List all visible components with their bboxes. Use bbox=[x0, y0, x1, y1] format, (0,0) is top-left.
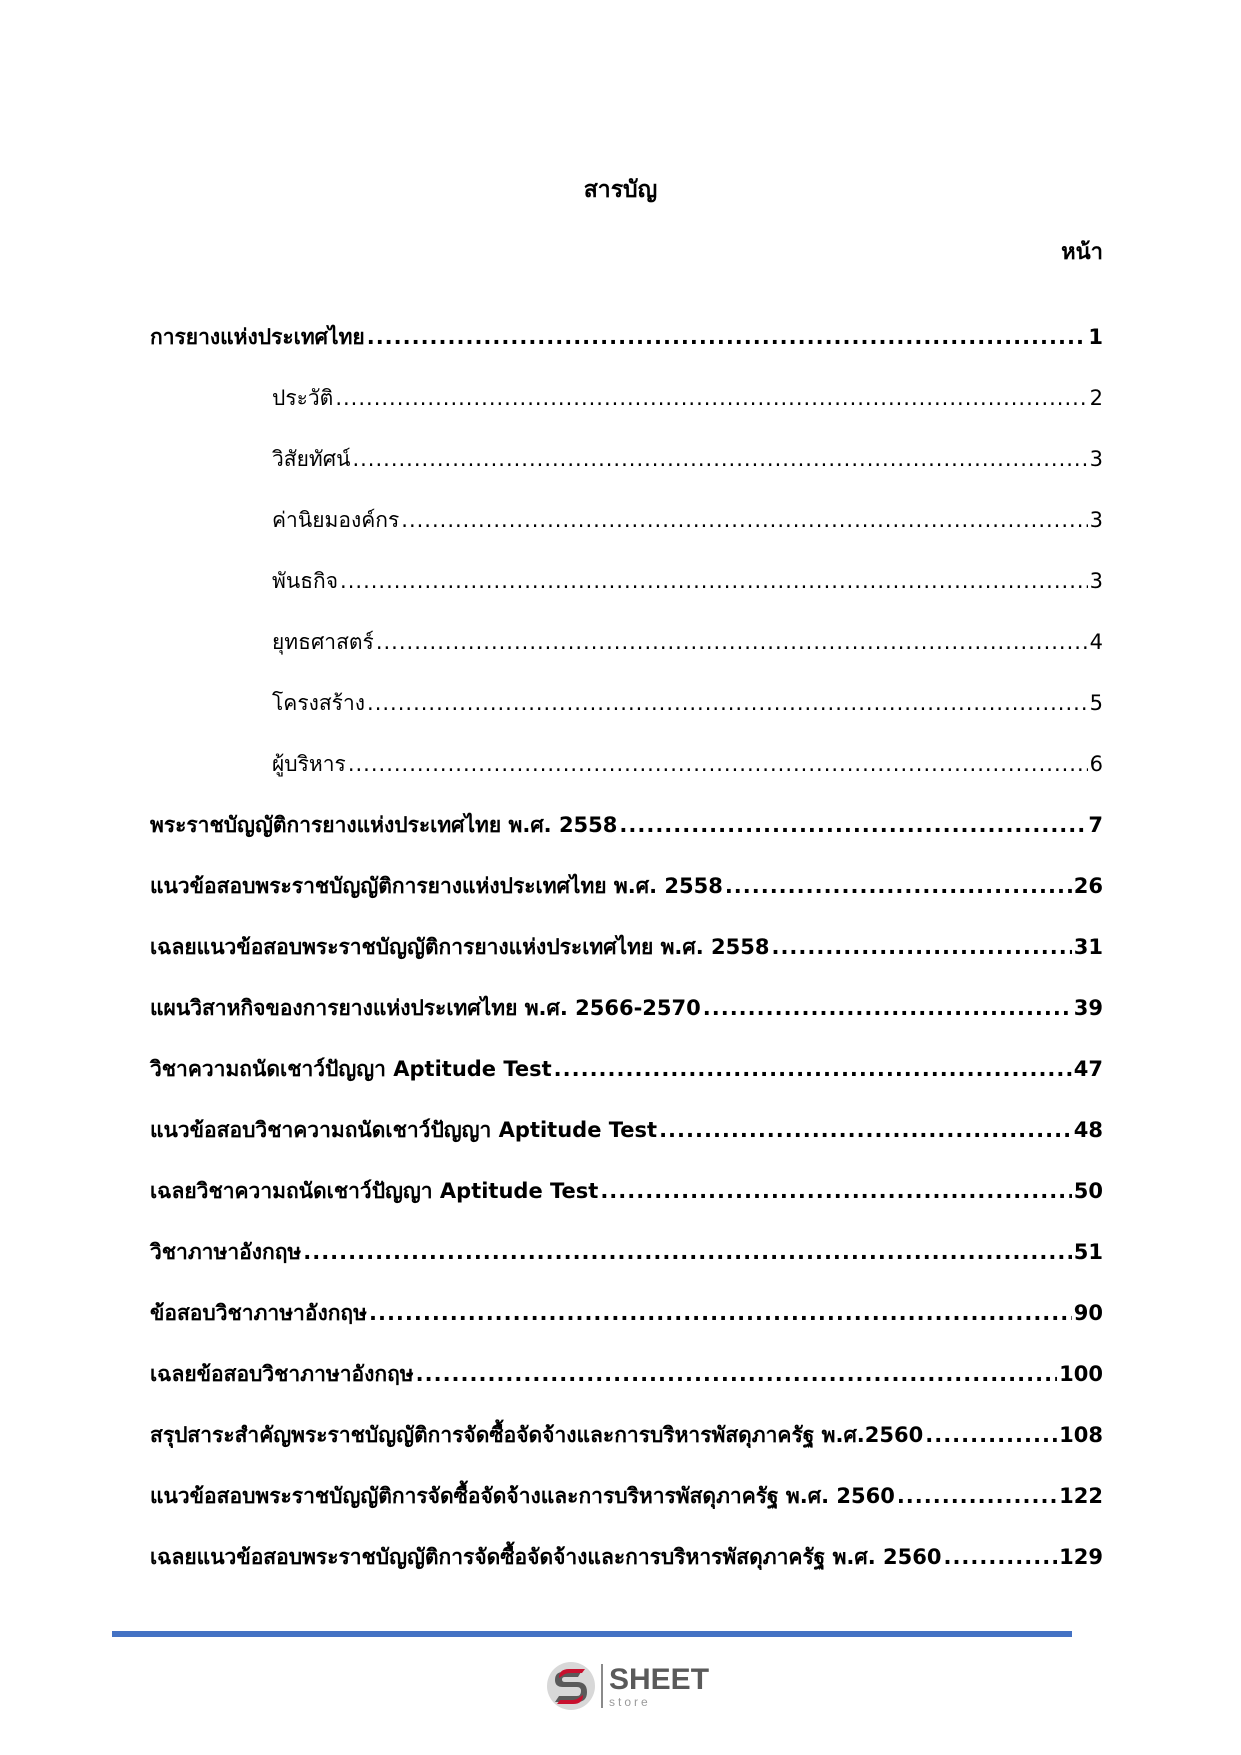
toc-entry-label: การยางแห่งประเทศไทย bbox=[150, 325, 365, 349]
logo-text bbox=[609, 1662, 710, 1709]
toc-dot-leader bbox=[554, 1055, 1072, 1083]
footer-logo bbox=[545, 1658, 709, 1714]
toc-entry-label: ประวัติ bbox=[272, 386, 334, 410]
toc-dot-leader bbox=[943, 1543, 1057, 1571]
toc-entry-label: พันธกิจ bbox=[272, 569, 339, 593]
logo-sub: store bbox=[609, 1694, 651, 1709]
toc-entry-label: เฉลยข้อสอบวิชาภาษาอังกฤษ bbox=[150, 1362, 414, 1386]
toc-dot-leader bbox=[340, 567, 1088, 595]
toc-dot-leader bbox=[600, 1177, 1071, 1205]
toc-entry-page: 47 bbox=[1073, 1057, 1103, 1081]
toc-entry bbox=[150, 1022, 1103, 1083]
toc-entry bbox=[150, 351, 1103, 412]
toc-entry bbox=[150, 1266, 1103, 1327]
toc-entry-label: แนวข้อสอบพระราชบัญญัติการจัดซื้อจัดจ้างและการบริหารพัสดุภาครัฐ พ.ศ. 2560 bbox=[150, 1484, 895, 1508]
toc-entry-label: แนวข้อสอบพระราชบัญญัติการยางแห่งประเทศไทย พ.ศ. 2558 bbox=[150, 874, 723, 898]
toc-entry bbox=[150, 412, 1103, 473]
toc-entry-label: ผู้บริหาร bbox=[272, 752, 346, 776]
toc-entry bbox=[150, 595, 1103, 656]
toc-entry-page: 122 bbox=[1059, 1484, 1103, 1508]
toc-entry-page: 7 bbox=[1088, 813, 1103, 837]
toc-entry bbox=[150, 656, 1103, 717]
logo-divider bbox=[601, 1664, 603, 1708]
toc-entry-label: ยุทธศาสตร์ bbox=[272, 630, 374, 654]
toc-entry-label: วิสัยทัศน์ bbox=[272, 447, 351, 471]
toc-entry-label: เฉลยวิชาความถนัดเชาว์ปัญญา Aptitude Test bbox=[150, 1179, 599, 1203]
toc-dot-leader bbox=[659, 1116, 1072, 1144]
toc-entry-page: 2 bbox=[1089, 386, 1103, 410]
toc-dot-leader bbox=[401, 506, 1087, 534]
toc-entry bbox=[150, 1327, 1103, 1388]
toc-entry-page: 51 bbox=[1073, 1240, 1103, 1264]
toc-dot-leader bbox=[725, 872, 1072, 900]
toc-entry-label: แนวข้อสอบวิชาความถนัดเชาว์ปัญญา Aptitude Test bbox=[150, 1118, 658, 1142]
toc-entry-page: 26 bbox=[1073, 874, 1103, 898]
toc-entry-label: โครงสร้าง bbox=[272, 691, 366, 715]
toc-dot-leader bbox=[771, 933, 1071, 961]
logo-word: SHEET bbox=[609, 1662, 710, 1696]
toc-entry-page: 129 bbox=[1059, 1545, 1103, 1569]
toc-entry-page: 4 bbox=[1089, 630, 1103, 654]
page-title: สารบัญ bbox=[583, 177, 658, 203]
toc-dot-leader bbox=[303, 1238, 1072, 1266]
toc-entry-page: 1 bbox=[1088, 325, 1103, 349]
toc-entry-page: 3 bbox=[1089, 447, 1103, 471]
toc-dot-leader bbox=[925, 1421, 1057, 1449]
toc-entry-page: 108 bbox=[1059, 1423, 1103, 1447]
toc-entry-page: 100 bbox=[1059, 1362, 1103, 1386]
toc-dot-leader bbox=[369, 1299, 1072, 1327]
footer-rule bbox=[112, 1631, 1072, 1637]
toc-entry bbox=[150, 290, 1103, 351]
toc-entry bbox=[150, 1144, 1103, 1205]
toc-entry bbox=[150, 717, 1103, 778]
toc-entry-page: 31 bbox=[1073, 935, 1103, 959]
toc-entry-page: 5 bbox=[1089, 691, 1103, 715]
toc-dot-leader bbox=[416, 1360, 1058, 1388]
toc-dot-leader bbox=[348, 750, 1088, 778]
toc-entry bbox=[150, 1449, 1103, 1510]
toc-entry bbox=[150, 839, 1103, 900]
toc-entry-label: ค่านิยมองค์กร bbox=[272, 508, 400, 532]
toc-dot-leader bbox=[703, 994, 1072, 1022]
toc-entry-label: เฉลยแนวข้อสอบพระราชบัญญัติการยางแห่งประเทศไทย พ.ศ. 2558 bbox=[150, 935, 770, 959]
toc-entry-page: 39 bbox=[1073, 996, 1103, 1020]
toc-entry-page: 3 bbox=[1089, 508, 1103, 532]
toc-entry bbox=[150, 1510, 1103, 1571]
toc-entry-label: วิชาความถนัดเชาว์ปัญญา Aptitude Test bbox=[150, 1057, 552, 1081]
toc-entry-page: 48 bbox=[1073, 1118, 1103, 1142]
toc-entry-page: 6 bbox=[1089, 752, 1103, 776]
toc-entry-label: พระราชบัญญัติการยางแห่งประเทศไทย พ.ศ. 2558 bbox=[150, 813, 618, 837]
toc-entry bbox=[150, 778, 1103, 839]
table-of-contents bbox=[150, 290, 1103, 1571]
toc-entry bbox=[150, 900, 1103, 961]
toc-entry-label: เฉลยแนวข้อสอบพระราชบัญญัติการจัดซื้อจัดจ้างและการบริหารพัสดุภาครัฐ พ.ศ. 2560 bbox=[150, 1545, 942, 1569]
toc-entry bbox=[150, 1205, 1103, 1266]
toc-entry-label: สรุปสาระสำคัญพระราชบัญญัติการจัดซื้อจัดจ้างและการบริหารพัสดุภาครัฐ พ.ศ.2560 bbox=[150, 1423, 924, 1447]
toc-dot-leader bbox=[367, 689, 1088, 717]
page-column-header: หน้า bbox=[1061, 240, 1103, 265]
toc-entry-label: วิชาภาษาอังกฤษ bbox=[150, 1240, 302, 1264]
toc-entry bbox=[150, 961, 1103, 1022]
toc-entry bbox=[150, 1083, 1103, 1144]
toc-entry bbox=[150, 534, 1103, 595]
toc-entry-label: ข้อสอบวิชาภาษาอังกฤษ bbox=[150, 1301, 367, 1325]
toc-entry-page: 50 bbox=[1073, 1179, 1103, 1203]
toc-entry bbox=[150, 1388, 1103, 1449]
toc-dot-leader bbox=[376, 628, 1088, 656]
toc-dot-leader bbox=[352, 445, 1087, 473]
toc-entry-label: แผนวิสาหกิจของการยางแห่งประเทศไทย พ.ศ. 2566-2570 bbox=[150, 996, 701, 1020]
toc-dot-leader bbox=[367, 323, 1087, 351]
toc-dot-leader bbox=[897, 1482, 1057, 1510]
sheet-store-logo-icon bbox=[545, 1660, 597, 1712]
toc-dot-leader bbox=[335, 384, 1087, 412]
toc-entry-page: 90 bbox=[1073, 1301, 1103, 1325]
toc-dot-leader bbox=[619, 811, 1086, 839]
toc-entry bbox=[150, 473, 1103, 534]
toc-entry-page: 3 bbox=[1089, 569, 1103, 593]
